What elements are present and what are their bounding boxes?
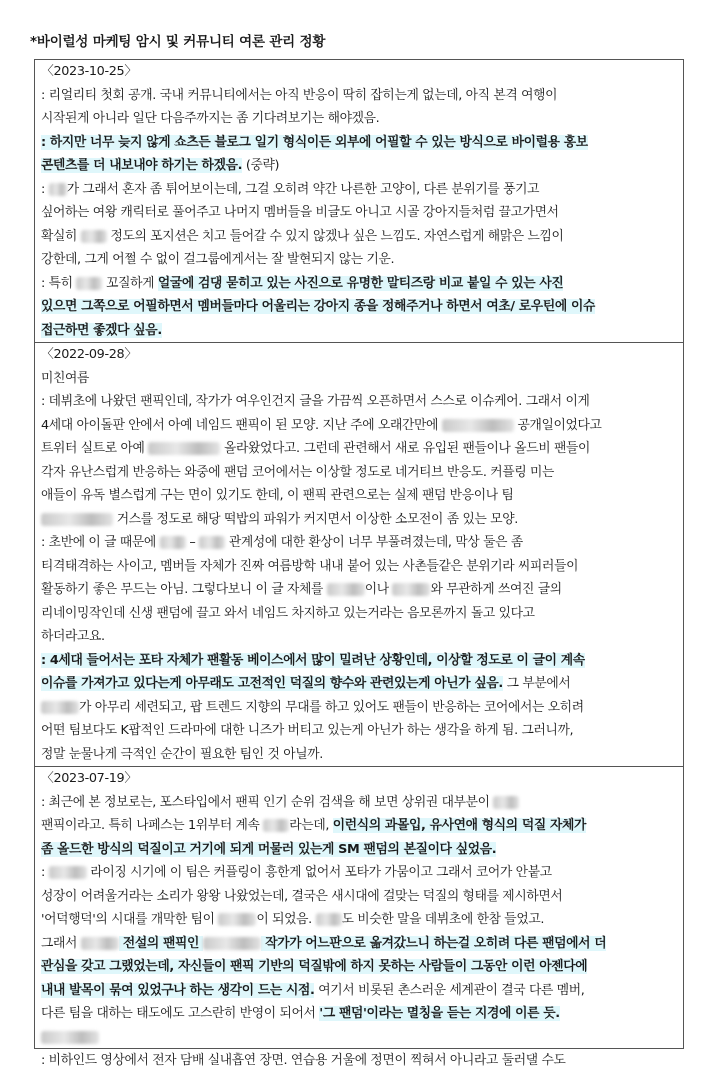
highlighted-text: '그 팬덤'이라는 멸칭을 듣는 지경에 이른 듯.	[319, 1006, 560, 1021]
entry-2023-10-25	[35, 60, 683, 343]
highlighted-text: 접근하면 좋겠다 싶음.	[41, 322, 162, 338]
redacted-blur	[49, 866, 87, 879]
text-line: 하더라고요.	[41, 629, 105, 644]
text-segment: 관계성에 대한 환상이 너무 부풀려졌는데, 막상 둘은 좀	[225, 535, 523, 550]
text-segment: 거스를 정도로 해당 떡밥의 파워가 커지면서 이상한 소모전이 좀 있는 모양.	[113, 511, 518, 527]
redacted-blur	[49, 183, 67, 196]
text-line: 시작된게 아니라 일단 다음주까지는 좀 기다려보기는 해야겠음.	[41, 111, 380, 126]
text-segment: 4세대 아이돌판 안에서 아예 네임드 팬픽이 된 모양. 지난 주에 오래간만에	[41, 417, 442, 433]
redacted-blur	[203, 937, 261, 950]
redacted-blur	[199, 536, 225, 549]
redacted-blur	[148, 442, 220, 455]
highlighted-text: 좀 올드한 방식의 덕질이고 거기에 되게 머물러 있는게 SM 팬덤의 본질이다 싶었음.	[41, 841, 497, 857]
highlighted-text: 있으면 그쪽으로 어필하면서 멤버들마다 어울리는 강아지 종을 정해주거나 하면서 여초/ 로우틴에 이슈	[41, 299, 595, 314]
entry-2023-07-19	[35, 767, 683, 1073]
text-segment: 트위터 실트로 아예	[41, 441, 149, 456]
highlighted-text: 얼굴에 검댕 묻히고 있는 사진으로 유명한 말티즈랑 비교 붙일 수 있는 사진	[157, 275, 564, 291]
text-segment: 확실히	[41, 228, 81, 244]
text-segment: : 특히	[41, 275, 77, 291]
text-segment: 와 무관하게 쓰여진 글의	[430, 582, 562, 597]
text-line: 정말 눈물나게 극적인 순간이 필요한 팀인 것 아닐까.	[41, 746, 323, 762]
page-title: *바이럴성 마케팅 암시 및 커뮤니티 여론 관리 정황	[30, 34, 326, 50]
text-segment: 이 되었음.	[256, 912, 316, 927]
text-segment: 도 비슷한 말을 데뷔초에 한참 들었고.	[341, 912, 545, 927]
text-segment: :	[41, 181, 49, 197]
text-segment: 활동하기 좋은 무드는 아님. 그렇다보니 이 글 자체를	[41, 582, 327, 597]
highlighted-text: 전설의 팬픽인	[118, 935, 204, 951]
text-segment: 그 부분에서	[502, 676, 571, 691]
text-line: 티격태격하는 사이고, 멤버들 자체가 진짜 여름방학 내내 붙어 있는 사촌들같은 분위기라 씨피러들이	[41, 558, 579, 574]
highlighted-text: 이런식의 과몰입, 유사연애 형식의 덕질 자체가	[332, 818, 587, 833]
highlighted-text: 이슈를 가져가고 있다는게 아무래도 고전적인 덕질의 향수와 관련있는게 아닌가 싶음.	[41, 676, 503, 691]
text-segment: 정도의 포지션은 치고 들어갈 수 있지 않겠나 싶은 느낌도. 자연스럽게 해맑은 느낌이	[106, 228, 564, 244]
highlighted-text: 콘텐츠를 더 내보내야 하기는 하겠음.	[41, 158, 243, 173]
text-line: : 리얼리티 첫회 공개. 국내 커뮤니티에서는 아직 반응이 딱히 잡히는게 없는데, 아직 본격 여행이	[41, 87, 558, 103]
text-segment: 이나	[364, 582, 393, 597]
text-segment: 라이징 시기에 이 팀은 커플링이 흥한게 없어서 포타가 가뭄이고 그래서 코어가 안붙고	[86, 865, 552, 880]
text-segment: 라는데,	[289, 818, 333, 833]
entry-2022-09-28	[35, 343, 683, 767]
highlighted-text: 작가가 어느판으로 옮겨갔느니 하는걸 오히려 다른 팬덤에서 더	[261, 935, 607, 951]
entry-date: 〈2022-09-28〉	[41, 347, 137, 362]
text-segment: '어덕행덕'의 시대를 개막한 팀이	[41, 912, 219, 927]
redacted-blur	[81, 230, 107, 243]
redacted-blur	[218, 913, 256, 926]
text-segment: –	[185, 535, 200, 550]
text-segment: 올라왔었다고. 그런데 관련해서 새로 유입된 팬들이나 올드비 팬들이	[220, 441, 591, 456]
redacted-blur	[392, 583, 430, 596]
text-segment: : 최근에 본 정보로는, 포스타입에서 팬픽 인기 순위 검색을 해 보면 상위권 대부분이	[41, 794, 494, 810]
text-segment: (중략)	[242, 158, 280, 173]
redacted-blur	[160, 536, 186, 549]
text-segment: : 초반에 이 글 때문에	[41, 535, 160, 550]
text-segment: :	[41, 865, 49, 880]
highlighted-text: : 4세대 들어서는 포타 자체가 팬활동 베이스에서 많이 밀려난 상황인데, 이상할 정도로 이 글이 계속	[41, 652, 585, 668]
highlighted-text: 관심을 갖고 그랬었는데, 자신들이 팬픽 기반의 덕질밖에 하지 못하는 사람들이 그동안 이런 아젠다에	[41, 959, 588, 974]
text-segment: 가 그래서 혼자 좀 튀어보이는데, 그걸 오히려 약간 나른한 고양이, 다른 분위기를 풍기고	[66, 181, 540, 197]
text-line: 각자 유난스럽게 반응하는 와중에 팬덤 코어에서는 이상할 정도로 네거티브 반응도. 커플링 미는	[41, 464, 555, 480]
redacted-blur	[493, 796, 519, 809]
text-line: 어떤 팀보다도 K팝적인 드라마에 대한 니즈가 버티고 있는게 아닌가 하는 생각을 하게 됨. 그러니까,	[41, 723, 574, 738]
redacted-blur	[263, 819, 289, 832]
text-line: : 비하인드 영상에서 전자 담배 실내흡연 장면. 연습용 거울에 정면이 찍혀서 아니라고 둘러댈 수도	[41, 1053, 566, 1068]
text-segment: 그래서	[41, 935, 81, 951]
text-line: 강한데, 그게 어쩔 수 없이 걸그룹에게서는 잘 발현되지 않는 기운.	[41, 252, 395, 267]
text-segment: 팬픽이라고. 특히 나페스는 1위부터 계속	[41, 818, 264, 833]
document-table	[34, 59, 684, 1068]
redacted-blur	[316, 913, 342, 926]
text-segment: 꼬질하게	[102, 275, 158, 291]
text-line: 싶어하는 여왕 캐릭터로 풀어주고 나머지 멤버들을 비글도 아니고 시골 강아지들처럼 끌고가면서	[41, 205, 559, 220]
text-line: : 데뷔초에 나왔던 팬픽인데, 작가가 여우인건지 글을 가끔씩 오픈하면서 스스로 이슈케어. 그래서 이게	[41, 394, 590, 409]
redacted-blur	[41, 1031, 99, 1044]
redacted-blur	[327, 583, 365, 596]
redacted-blur	[41, 513, 113, 526]
text-line: 리네이밍작인데 신생 팬덤에 끌고 와서 네임드 차지하고 있는거라는 음모론까지 돌고 있다고	[41, 605, 535, 621]
text-line: 성장이 어려울거라는 소리가 왕왕 나왔었는데, 결국은 새시대에 걸맞는 덕질의 형태를 제시하면서	[41, 888, 563, 904]
redacted-blur	[442, 419, 514, 432]
highlighted-text: : 하지만 너무 늦지 않게 쇼츠든 블로그 일기 형식이든 외부에 어필할 수 있는 방식으로 바이럴용 홍보	[41, 134, 588, 150]
text-line: 애들이 유독 별스럽게 구는 면이 있기도 한데, 이 팬픽 관련으로는 실제 팬덤 반응이나 팀	[41, 488, 514, 503]
text-segment: 여기서 비롯된 촌스러운 세계관이 결국 다른 멤버,	[314, 982, 585, 998]
redacted-blur	[81, 937, 119, 950]
entry-date: 〈2023-07-19〉	[41, 771, 137, 786]
entry-subtitle: 미친여름	[41, 370, 90, 386]
text-segment: 다른 팀을 대하는 태도에도 고스란히 반영이 되어서	[41, 1006, 320, 1021]
redacted-blur	[41, 701, 79, 714]
highlighted-text: 내내 발목이 묶여 있었구나 하는 생각이 드는 시점.	[41, 982, 315, 998]
redacted-blur	[76, 277, 102, 290]
entry-date: 〈2023-10-25〉	[41, 64, 137, 79]
text-segment: 공개일이었다고	[513, 417, 602, 433]
text-segment: 가 아무리 세련되고, 팝 트렌드 지향의 무대를 하고 있어도 팬들이 반응하는 코어에서는 오히려	[79, 699, 584, 715]
